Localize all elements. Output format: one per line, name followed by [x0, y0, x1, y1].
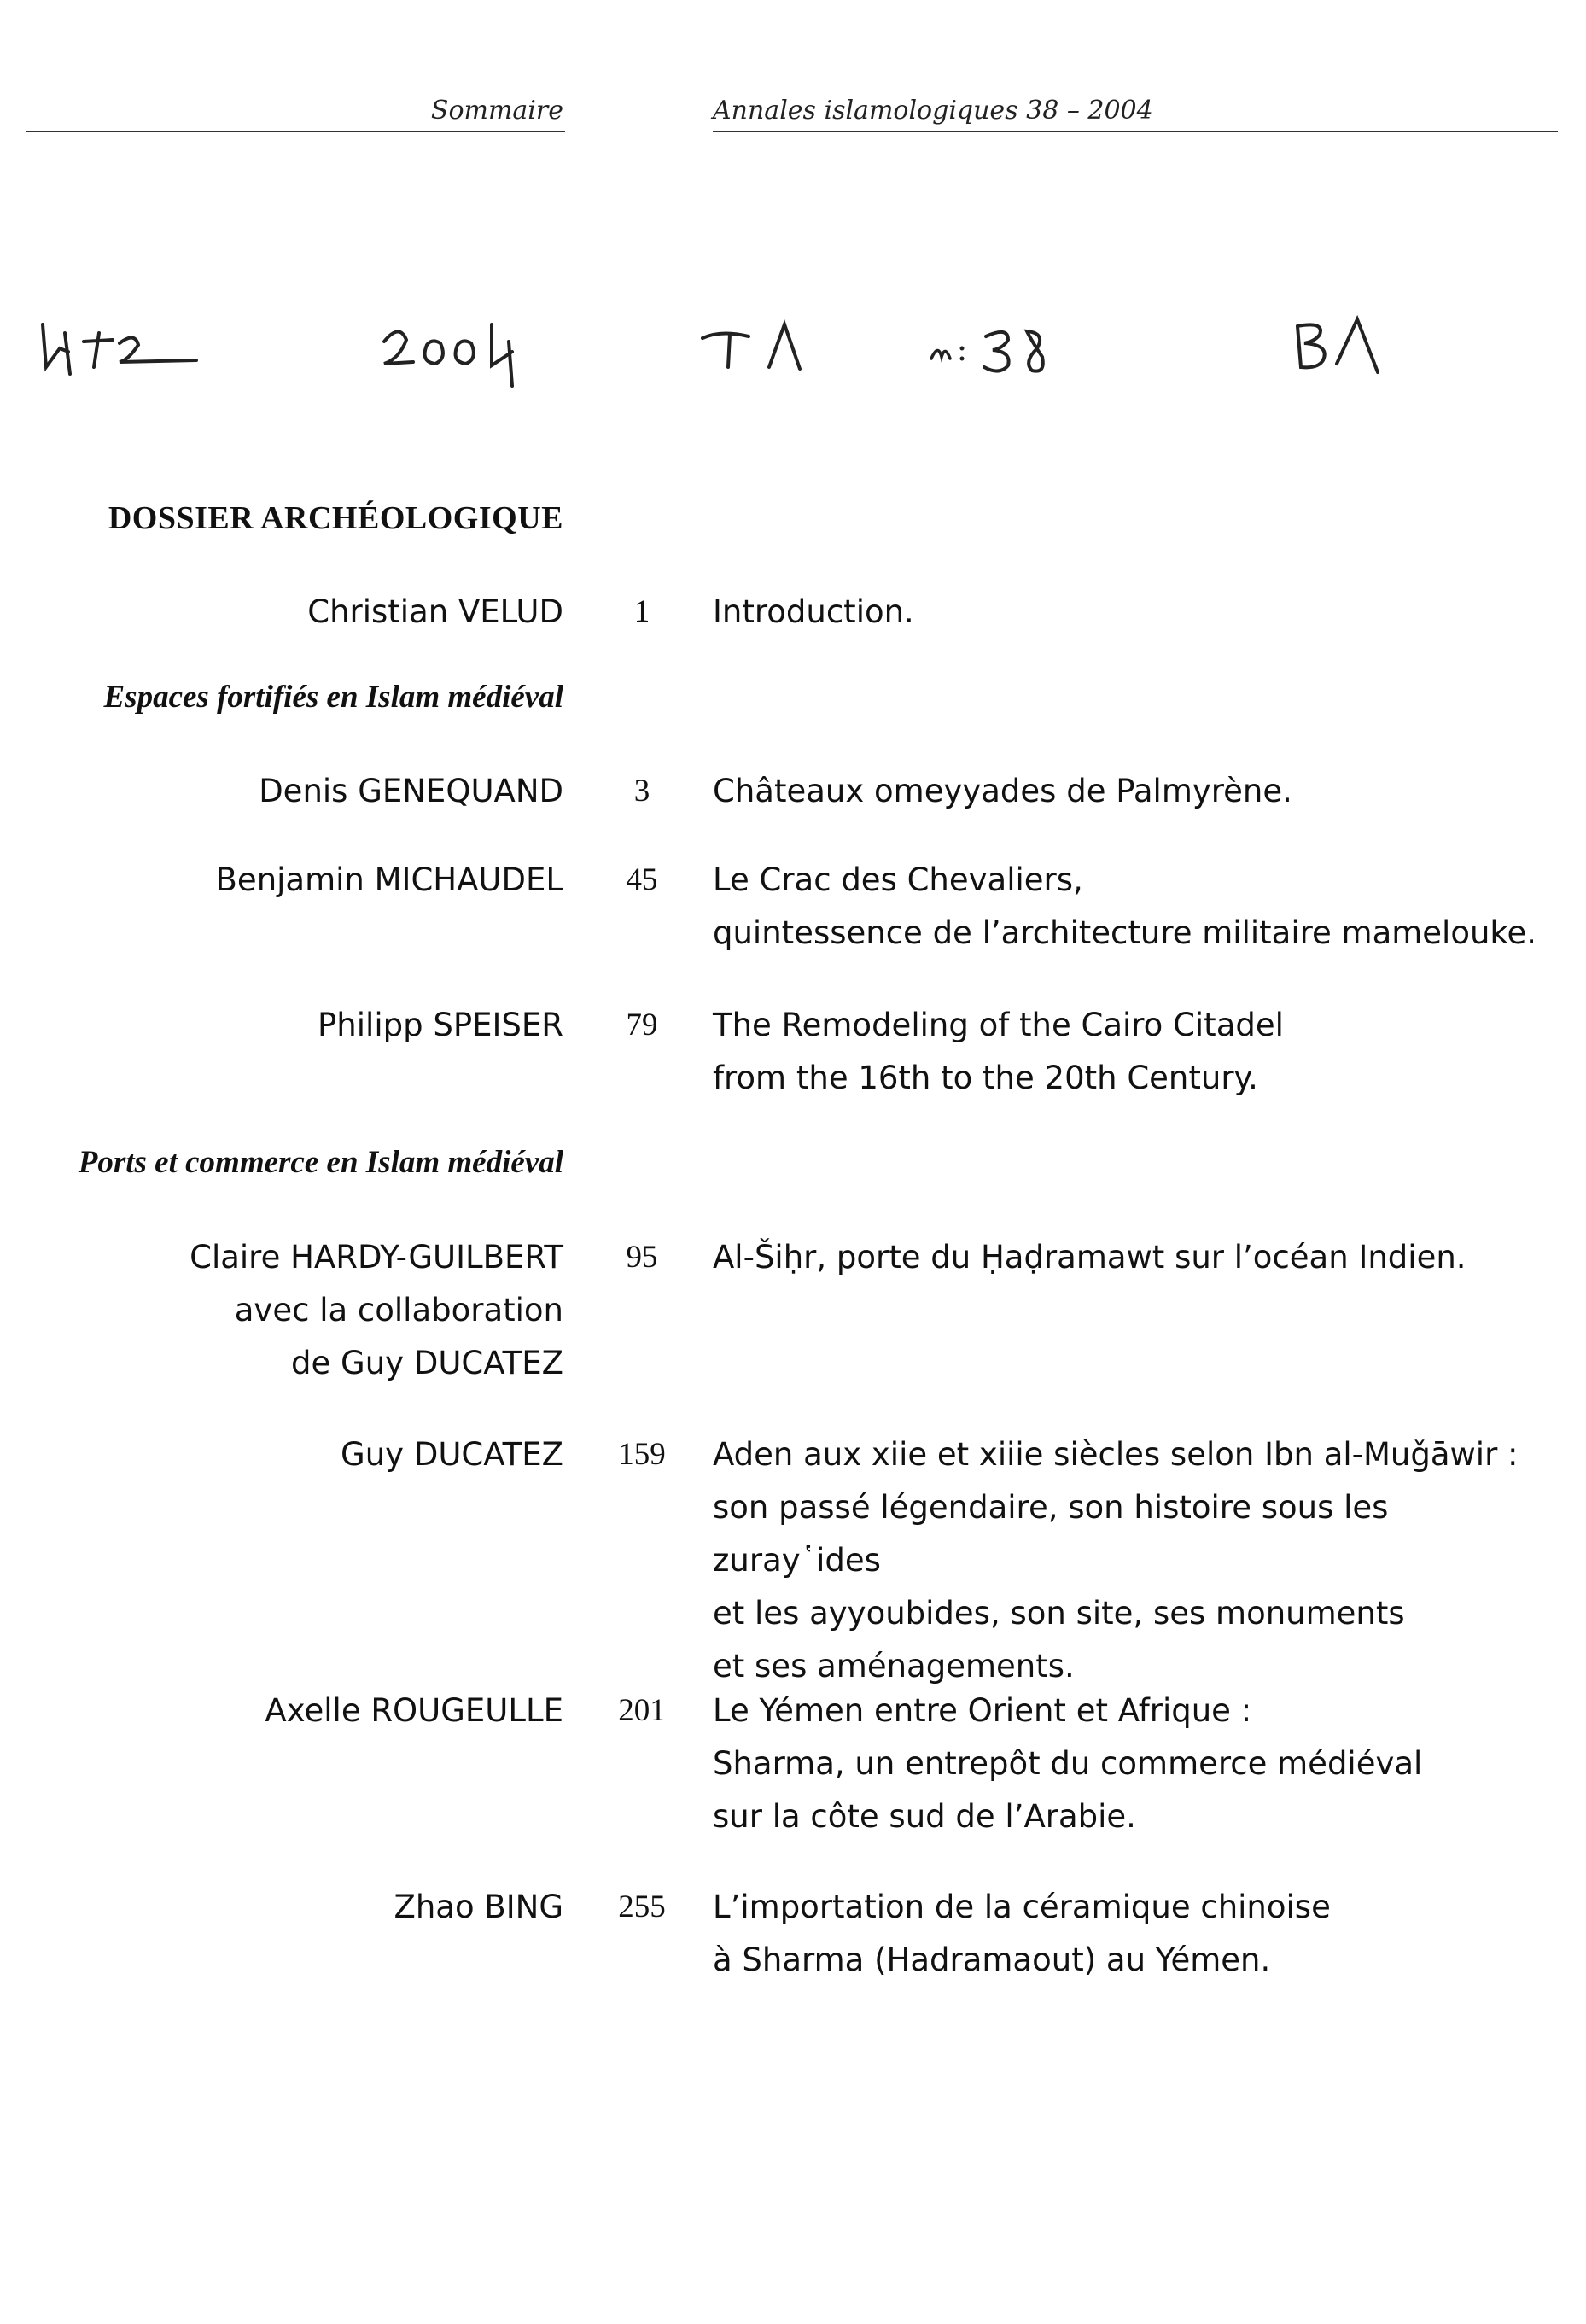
entry-title: Le Yémen entre Orient et Afrique : Sharma, un entrepôt du commerce médiéval sur la côte sud de l’Arabie. — [713, 1692, 1423, 1835]
entry-title: Châteaux omeyyades de Palmyrène. — [713, 773, 1292, 809]
subsection-title: Espaces fortifiés en Islam médiéval — [103, 680, 563, 715]
entry-author: Denis GENEQUAND — [259, 773, 563, 809]
entry-author: Claire HARDY-GUILBERT avec la collaboration de Guy DUCATEZ — [190, 1239, 563, 1381]
handwritten-number — [926, 307, 1097, 388]
handwritten-volume — [696, 307, 824, 388]
entry-author: Zhao BING — [394, 1889, 563, 1925]
entry-page: 1 — [633, 594, 650, 629]
entry-page: 255 — [618, 1889, 666, 1924]
entry-page: 201 — [618, 1693, 666, 1728]
entry-title: L’importation de la céramique chinoise à Sharma (Hadramaout) au Yémen. — [713, 1889, 1331, 1978]
entry-author: Benjamin MICHAUDEL — [215, 861, 563, 898]
entry-author: Philipp SPEISER — [318, 1007, 563, 1043]
entry-page: 159 — [618, 1437, 666, 1472]
running-header-right: Annales islamologiques 38 – 2004 — [713, 96, 1153, 126]
entry-page: 3 — [633, 774, 650, 809]
entry-title: The Remodeling of the Cairo Citadel from the 16th to the 20th Century. — [713, 1007, 1284, 1096]
handwritten-shelfmark — [34, 307, 205, 388]
entry-page: 79 — [626, 1007, 658, 1042]
entry-title: Le Crac des Chevaliers, quintessence de l’architecture militaire mamelouke. — [713, 861, 1537, 951]
subsection-title: Ports et commerce en Islam médiéval — [78, 1145, 563, 1180]
entry-title: Al-Šiḥr, porte du Ḥaḍramawt sur l’océan Indien. — [713, 1239, 1466, 1276]
entry-page: 95 — [626, 1240, 658, 1275]
handwritten-year — [376, 307, 546, 396]
entry-author: Axelle ROUGEULLE — [265, 1692, 563, 1729]
entry-author: Christian VELUD — [307, 593, 563, 630]
entry-author: Guy DUCATEZ — [341, 1436, 563, 1473]
entry-page: 45 — [626, 862, 658, 897]
header-rule-left — [26, 131, 565, 132]
header-rule-right — [713, 131, 1558, 132]
entry-title: Introduction. — [713, 593, 914, 630]
section-title: DOSSIER ARCHÉOLOGIQUE — [108, 500, 563, 536]
entry-title: Aden aux xiie et xiiie siècles selon Ibn al-Muǧāwir : son passé légendaire, son histoire sous les zuray῾ides et les ayyoubides, son site, ses monuments et ses aménagements. — [713, 1436, 1519, 1685]
running-header-left: Sommaire — [430, 96, 563, 126]
handwritten-code — [1289, 307, 1400, 388]
